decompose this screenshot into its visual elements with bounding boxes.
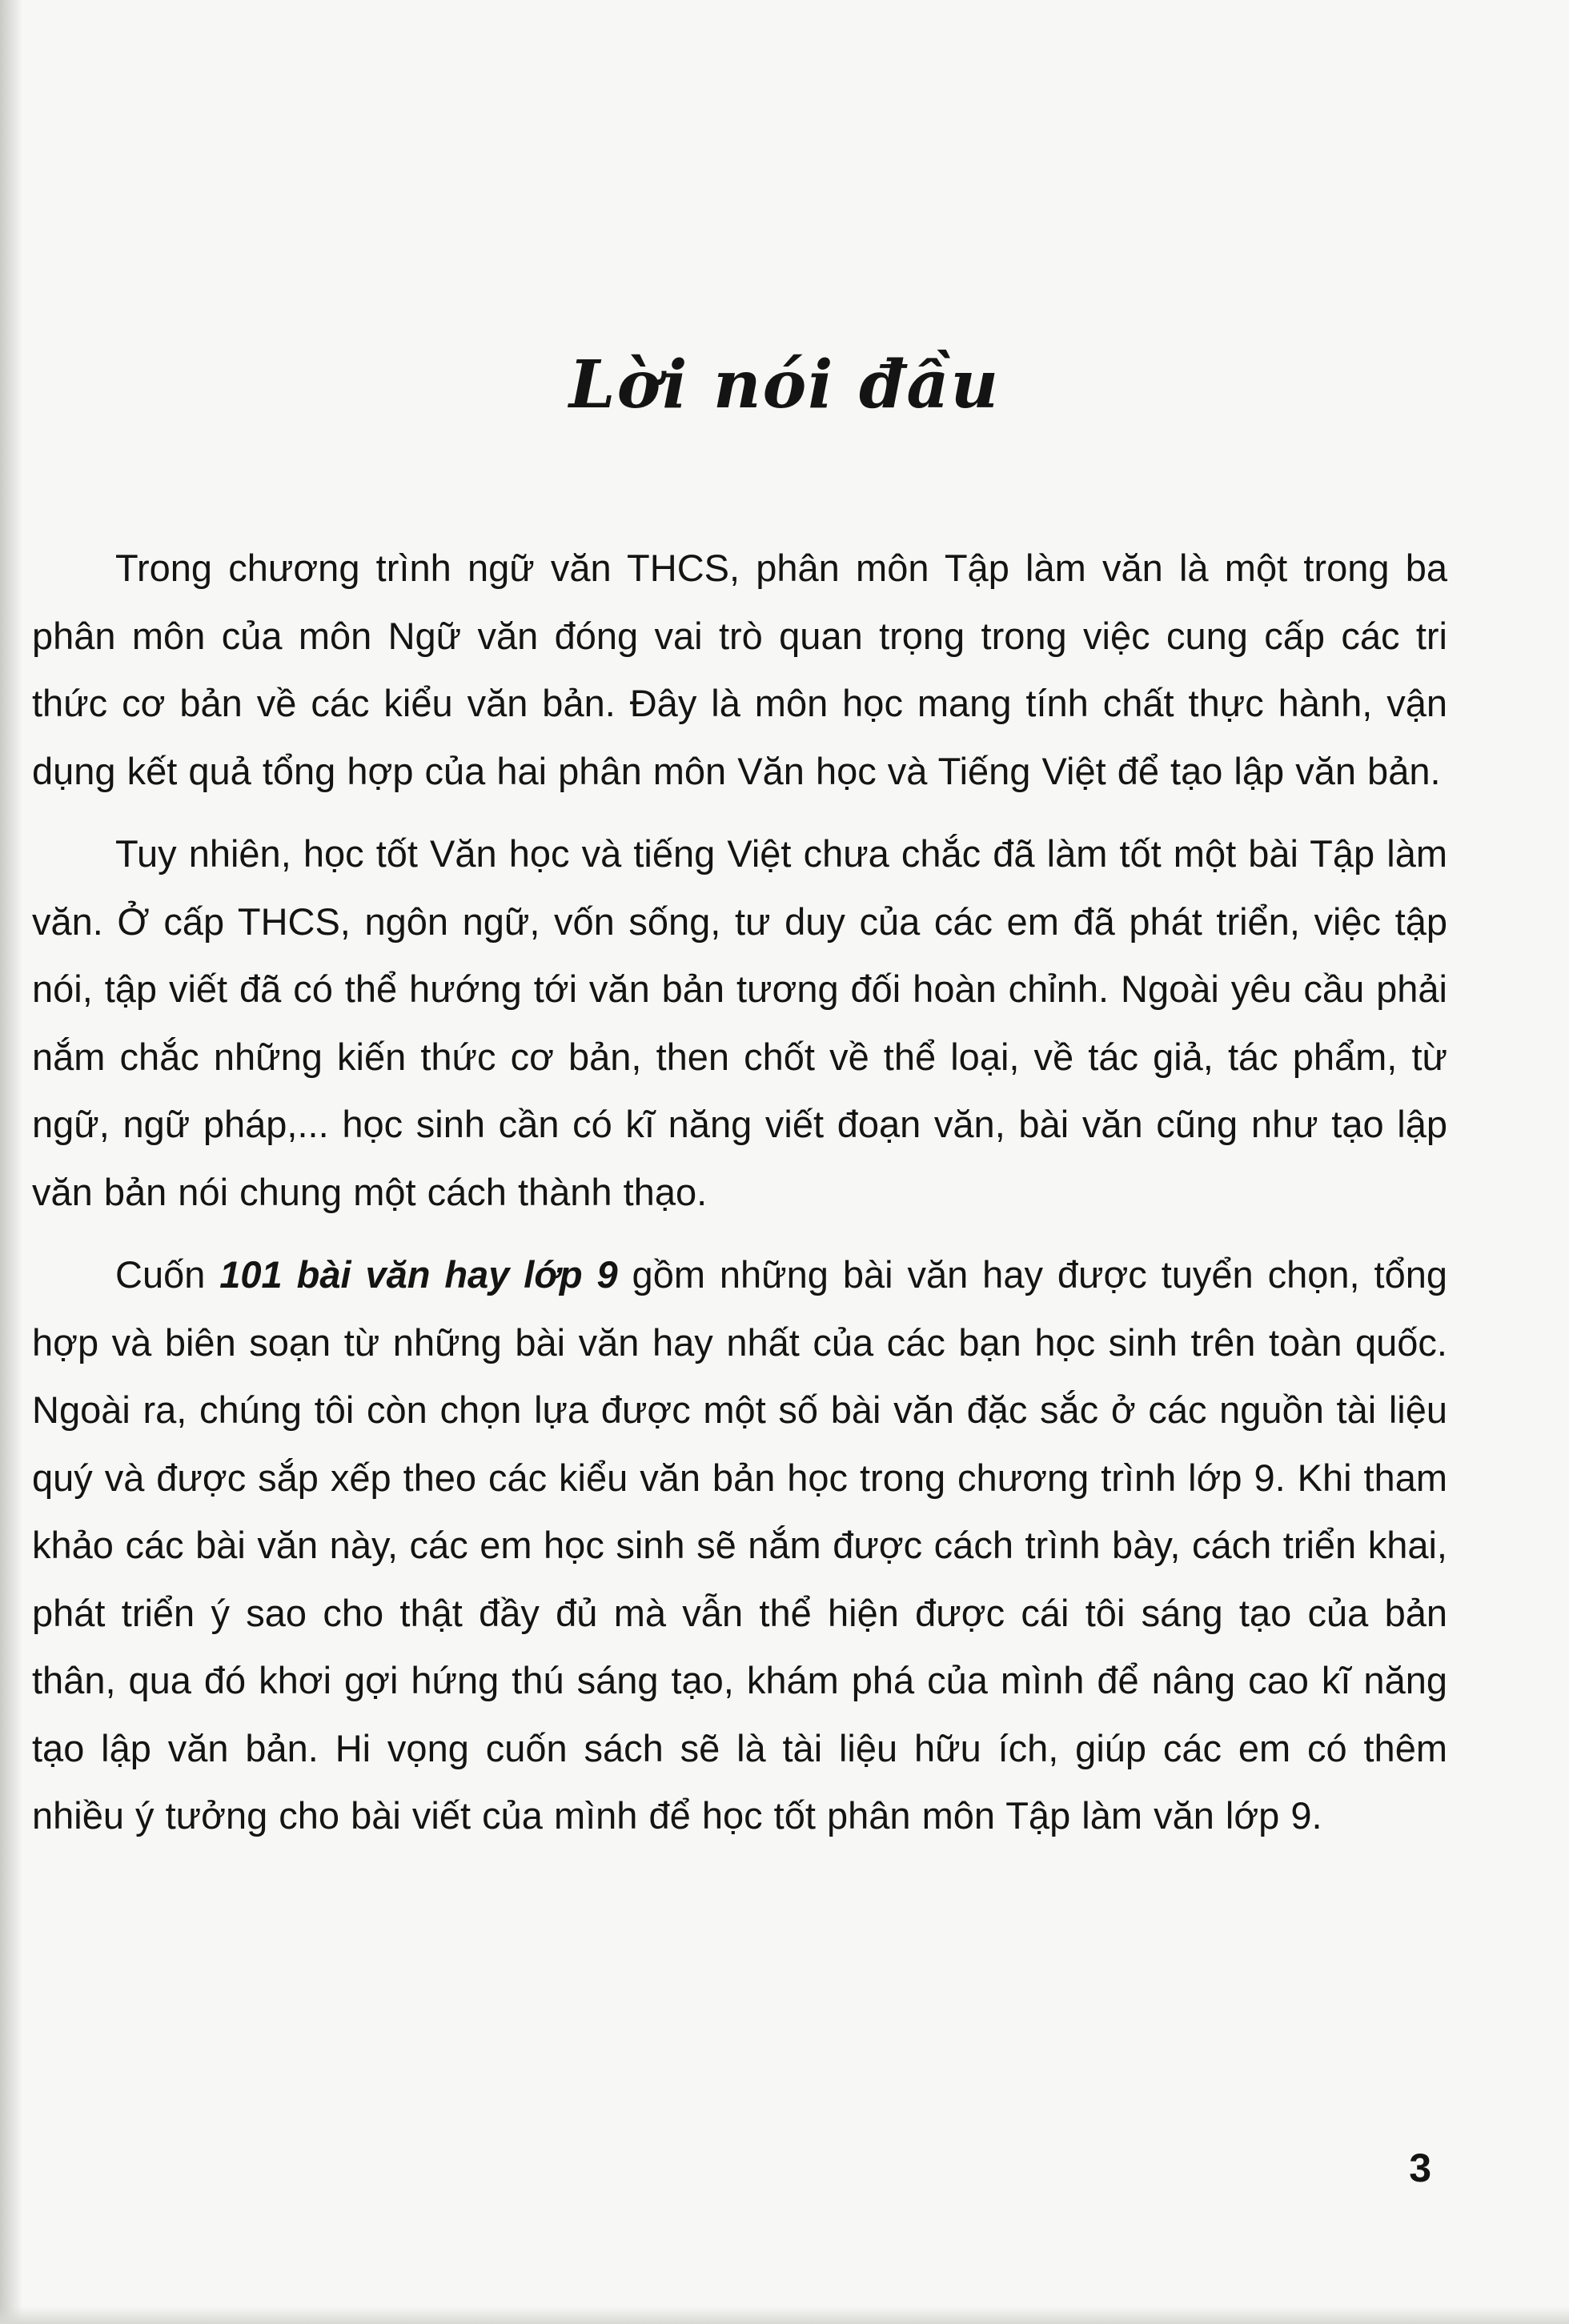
page-title: Lời nói đầu bbox=[568, 347, 1001, 423]
paragraph-1: Trong chương trình ngữ văn THCS, phân môn Tập làm văn là một trong ba phân môn của môn Ngữ văn đóng vai trò quan trọng trong việc cung cấp các tri thức cơ bản về các kiểu văn bản. Đây là môn học mang tính chất thực hành, vận dụng kết quả tổng hợp của hai phân môn Văn học và Tiếng Việt để tạo lập văn bản. bbox=[32, 547, 1447, 792]
page-bottom-shadow bbox=[0, 2306, 1569, 2324]
paragraph-3 bbox=[32, 1241, 1447, 1850]
body-text bbox=[32, 535, 1447, 1865]
paragraph-3-text: gồm những bài văn hay được tuyển chọn, tổng hợp và biên soạn từ những bài văn hay nhất của các bạn học sinh trên toàn quốc. Ngoài ra, chúng tôi còn chọn lựa được một số bài văn đặc sắc ở các nguồn tài liệu quý và được sắp xếp theo các kiểu văn bản học trong chương trình lớp 9. Khi tham khảo các bài văn này, các em học sinh sẽ nắm được cách trình bày, cách triển khai, phát triển ý sao cho thật đầy đủ mà vẫn thể hiện được cái tôi sáng tạo của bản thân, qua đó khơi gợi hứng thú sáng tạo, khám phá của mình để nâng cao kĩ năng tạo lập văn bản. Hi vọng cuốn sách sẽ là tài liệu hữu ích, giúp các em có thêm nhiều ý tưởng cho bài viết của mình để học tốt phân môn Tập làm văn lớp 9. bbox=[32, 1253, 1447, 1837]
book-title: 101 bài văn hay lớp 9 bbox=[219, 1253, 618, 1296]
page-number: 3 bbox=[1409, 2146, 1431, 2190]
page-edge-shadow bbox=[0, 0, 22, 2324]
paragraph-2: Tuy nhiên, học tốt Văn học và tiếng Việt chưa chắc đã làm tốt một bài Tập làm văn. Ở cấp THCS, ngôn ngữ, vốn sống, tư duy của các em đã phát triển, việc tập nói, tập viết đã có thể hướng tới văn bản tương đối hoàn chỉnh. Ngoài yêu cầu phải nắm chắc những kiến thức cơ bản, then chốt về thể loại, về tác giả, tác phẩm, từ ngữ, ngữ pháp,... học sinh cần có kĩ năng viết đoạn văn, bài văn cũng như tạo lập văn bản nói chung một cách thành thạo. bbox=[32, 832, 1447, 1213]
paragraph-3-prefix: Cuốn bbox=[115, 1253, 220, 1296]
